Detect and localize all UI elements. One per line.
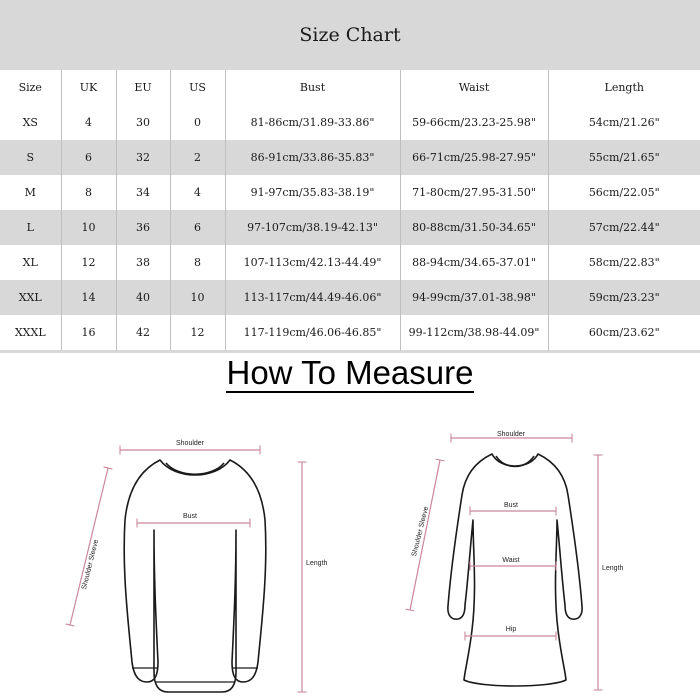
table-row	[0, 315, 700, 350]
cell-us: 2	[170, 140, 225, 175]
cell-uk: 12	[61, 245, 116, 280]
sweater-outline	[124, 460, 266, 692]
cell-length: 59cm/23.23"	[548, 280, 700, 315]
table-row	[0, 210, 700, 245]
cell-length: 58cm/22.83"	[548, 245, 700, 280]
header-eu: EU	[116, 70, 170, 105]
table-row	[0, 280, 700, 315]
table-row	[0, 175, 700, 210]
cell-uk: 10	[61, 210, 116, 245]
cell-eu: 34	[116, 175, 170, 210]
cell-us: 4	[170, 175, 225, 210]
table-row	[0, 245, 700, 280]
size-table	[0, 70, 700, 350]
cell-uk: 14	[61, 280, 116, 315]
cell-waist: 94-99cm/37.01-38.98"	[400, 280, 548, 315]
header-length: Length	[548, 70, 700, 105]
how-to-measure-title	[0, 353, 700, 395]
cell-size: XS	[0, 105, 61, 140]
dress-length-label: Length	[602, 565, 624, 572]
cell-size: S	[0, 140, 61, 175]
cell-length: 60cm/23.62"	[548, 315, 700, 350]
cell-bust: 91-97cm/35.83-38.19"	[225, 175, 400, 210]
cell-eu: 40	[116, 280, 170, 315]
cell-waist: 71-80cm/27.95-31.50"	[400, 175, 548, 210]
cell-bust: 113-117cm/44.49-46.06"	[225, 280, 400, 315]
sweater-length-label: Length	[306, 560, 328, 567]
cell-bust: 97-107cm/38.19-42.13"	[225, 210, 400, 245]
table-row	[0, 105, 700, 140]
cell-size: L	[0, 210, 61, 245]
dress-hip-label: Hip	[505, 626, 517, 633]
cell-size: XXXL	[0, 315, 61, 350]
header-bust: Bust	[225, 70, 400, 105]
cell-waist: 99-112cm/38.98-44.09"	[400, 315, 548, 350]
dress-bust-label: Bust	[503, 502, 519, 509]
cell-eu: 30	[116, 105, 170, 140]
cell-size: XXL	[0, 280, 61, 315]
cell-eu: 38	[116, 245, 170, 280]
cell-length: 57cm/22.44"	[548, 210, 700, 245]
cell-eu: 42	[116, 315, 170, 350]
dress-sleeve-line	[410, 460, 440, 610]
cell-length: 54cm/21.26"	[548, 105, 700, 140]
header-waist: Waist	[400, 70, 548, 105]
cell-eu: 32	[116, 140, 170, 175]
header-uk: UK	[61, 70, 116, 105]
cell-us: 6	[170, 210, 225, 245]
header-size: Size	[0, 70, 61, 105]
table-row	[0, 140, 700, 175]
cell-uk: 6	[61, 140, 116, 175]
sweater-diagram	[70, 440, 328, 692]
sweater-sleeve-line	[70, 468, 108, 625]
cell-bust: 81-86cm/31.89-33.86"	[225, 105, 400, 140]
dress-sleeve-label: Shoulder Sleeve	[410, 505, 431, 558]
cell-waist: 59-66cm/23.23-25.98"	[400, 105, 548, 140]
cell-bust: 86-91cm/33.86-35.83"	[225, 140, 400, 175]
table-header-row	[0, 70, 700, 105]
size-chart-title: Size Chart	[299, 24, 401, 46]
cell-size: M	[0, 175, 61, 210]
sweater-shoulder-label: Shoulder	[175, 440, 205, 447]
cell-size: XL	[0, 245, 61, 280]
how-to-measure-text: How To Measure	[226, 354, 474, 391]
sweater-sleeve-label: Shoulder Sleeve	[80, 538, 101, 591]
cell-uk: 4	[61, 105, 116, 140]
dress-diagram	[410, 431, 624, 690]
cell-length: 55cm/21.65"	[548, 140, 700, 175]
cell-us: 8	[170, 245, 225, 280]
cell-eu: 36	[116, 210, 170, 245]
cell-bust: 107-113cm/42.13-44.49"	[225, 245, 400, 280]
cell-waist: 66-71cm/25.98-27.95"	[400, 140, 548, 175]
cell-us: 10	[170, 280, 225, 315]
header-us: US	[170, 70, 225, 105]
cell-waist: 88-94cm/34.65-37.01"	[400, 245, 548, 280]
dress-waist-label: Waist	[502, 557, 520, 564]
measure-diagrams	[0, 400, 700, 700]
cell-uk: 8	[61, 175, 116, 210]
cell-bust: 117-119cm/46.06-46.85"	[225, 315, 400, 350]
cell-uk: 16	[61, 315, 116, 350]
cell-us: 12	[170, 315, 225, 350]
sweater-bust-label: Bust	[182, 513, 198, 520]
cell-length: 56cm/22.05"	[548, 175, 700, 210]
dress-outline	[448, 454, 582, 686]
cell-us: 0	[170, 105, 225, 140]
dress-shoulder-label: Shoulder	[496, 431, 526, 438]
cell-waist: 80-88cm/31.50-34.65"	[400, 210, 548, 245]
